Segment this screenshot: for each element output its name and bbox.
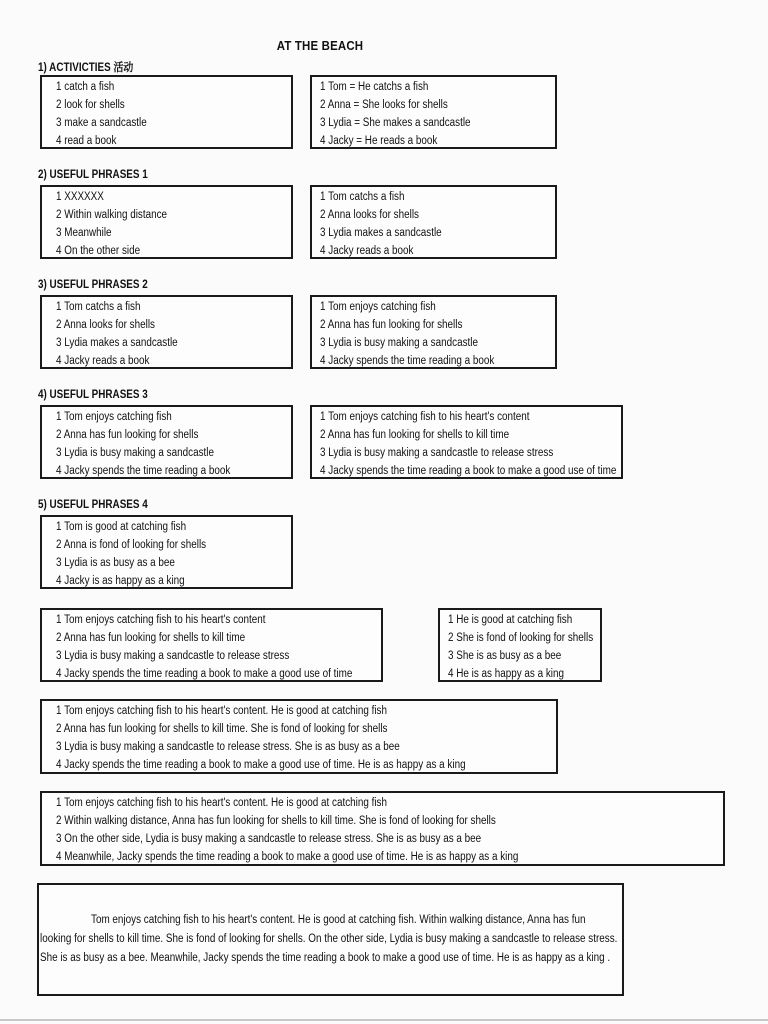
list-item: 4 Jacky reads a book [56,355,150,367]
list-item: 3 Lydia is as busy as a bee [56,557,175,569]
section-3-left-box [40,295,293,369]
list-item: 4 Jacky reads a book [320,245,414,257]
list-item: 3 Lydia makes a sandcastle [56,337,178,349]
list-item: 2 Anna looks for shells [320,209,419,221]
section-4-heading: 4) USEFUL PHRASES 3 [38,389,148,401]
section-1-right-box [310,75,557,149]
list-item: 2 Within walking distance [56,209,168,221]
list-item: 1 catch a fish [56,81,115,93]
list-item: 4 Jacky spends the time reading a book to make a good use of time [320,465,617,477]
list-item: 3 She is as busy as a bee [448,650,562,662]
list-item: 1 Tom = He catchs a fish [320,81,429,93]
list-item: 3 Lydia is busy making a sandcastle [320,337,478,349]
list-item: 3 Meanwhile [56,227,112,239]
list-item: 4 Jacky is as happy as a king [56,575,185,587]
combine-left-box [40,608,383,682]
list-item: 4 Meanwhile, Jacky spends the time reading a book to make a good use of time. He is as happy as a king [56,851,519,863]
list-item: 2 Anna has fun looking for shells [320,319,463,331]
list-item: 4 Jacky spends the time reading a book [320,355,495,367]
list-item: 2 Within walking distance, Anna has fun looking for shells to kill time. She is fond of looking for shells [56,815,496,827]
page-title: AT THE BEACH [276,38,364,53]
list-item: 4 Jacky spends the time reading a book to make a good use of time. He is as happy as a king [56,759,466,771]
paragraph-line: Tom enjoys catching fish to his heart's content. He is good at catching fish. Within walking distance, Anna has fun [91,914,586,926]
list-item: 3 Lydia makes a sandcastle [320,227,442,239]
with-phrases-box [40,791,725,866]
list-item: 2 Anna has fun looking for shells to kill time. She is fond of looking for shells [56,723,388,735]
list-item: 1 Tom catchs a fish [56,301,141,313]
paragraph-line: She is as busy as a bee. Meanwhile, Jacky spends the time reading a book to make a good use of time. He is as happy as a king . [40,952,611,964]
section-3-heading: 3) USEFUL PHRASES 2 [38,279,148,291]
list-item: 2 Anna looks for shells [56,319,155,331]
list-item: 1 Tom enjoys catching fish to his heart's content [56,614,266,626]
list-item: 2 Anna has fun looking for shells to kill time [56,632,246,644]
list-item: 3 Lydia is busy making a sandcastle [56,447,214,459]
list-item: 3 Lydia is busy making a sandcastle to release stress. She is as busy as a bee [56,741,400,753]
list-item: 2 look for shells [56,99,125,111]
page-bottom-divider [0,1019,768,1021]
section-2-left-box [40,185,293,259]
list-item: 3 Lydia is busy making a sandcastle to release stress [56,650,290,662]
list-item: 4 read a book [56,135,117,147]
section-5-box [40,515,293,589]
merged-box [40,699,558,774]
list-item: 2 Anna has fun looking for shells to kill time [320,429,510,441]
section-5-heading: 5) USEFUL PHRASES 4 [38,499,148,511]
paragraph-line: looking for shells to kill time. She is fond of looking for shells. On the other side, Lydia is busy making a sandcastle to release stress. [40,933,618,945]
list-item: 3 Lydia = She makes a sandcastle [320,117,471,129]
list-item: 1 Tom enjoys catching fish [56,411,172,423]
section-3-right-box [310,295,557,369]
section-4-left-box [40,405,293,479]
list-item: 1 He is good at catching fish [448,614,573,626]
list-item: 2 Anna is fond of looking for shells [56,539,207,551]
list-item: 3 make a sandcastle [56,117,147,129]
list-item: 1 XXXXXX [56,191,104,203]
list-item: 4 He is as happy as a king [448,668,565,680]
list-item: 4 Jacky spends the time reading a book [56,465,231,477]
final-paragraph-box [37,883,624,996]
list-item: 4 Jacky spends the time reading a book to make a good use of time [56,668,353,680]
list-item: 1 Tom enjoys catching fish to his heart's content. He is good at catching fish [56,705,388,717]
list-item: 3 Lydia is busy making a sandcastle to release stress [320,447,554,459]
section-2-right-box [310,185,557,259]
list-item: 1 Tom enjoys catching fish to his heart's content. He is good at catching fish [56,797,388,809]
list-item: 3 On the other side, Lydia is busy making a sandcastle to release stress. She is as busy as a bee [56,833,482,845]
list-item: 4 On the other side [56,245,141,257]
section-1-heading: 1) ACTIVICTIES 活动 [38,62,134,74]
combine-right-box [438,608,602,682]
section-1-left-box [40,75,293,149]
list-item: 1 Tom enjoys catching fish to his heart's content [320,411,530,423]
list-item: 2 Anna = She looks for shells [320,99,448,111]
section-4-right-box [310,405,623,479]
list-item: 2 She is fond of looking for shells [448,632,594,644]
list-item: 1 Tom catchs a fish [320,191,405,203]
list-item: 2 Anna has fun looking for shells [56,429,199,441]
list-item: 1 Tom enjoys catching fish [320,301,436,313]
list-item: 1 Tom is good at catching fish [56,521,187,533]
list-item: 4 Jacky = He reads a book [320,135,438,147]
section-2-heading: 2) USEFUL PHRASES 1 [38,169,148,181]
